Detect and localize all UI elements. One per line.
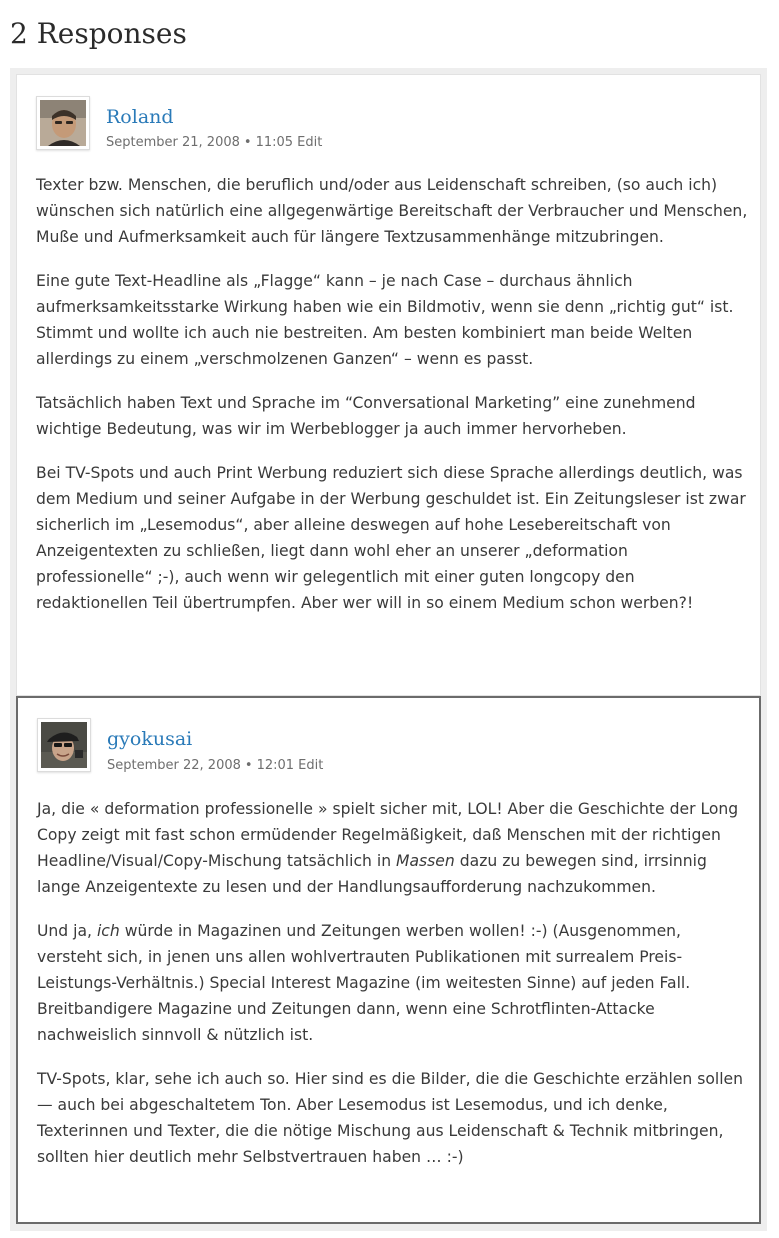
comment-paragraph: Eine gute Text-Headline als „Flagge“ kann – je nach Case – durchaus ähnlich aufmerksamkeitsstarke Wirkung haben wie ein Bildmotiv, wenn sie denn „richtig gut“ ist. Stimmt und wollte ich auch nie bestreiten. Am besten kombiniert man beide Welten allerdings zu einem „verschmolzenen Ganzen“ – wenn es passt. [36,272,734,368]
comment-meta [106,134,322,152]
comment-list [10,68,767,1231]
comment-paragraph [37,918,747,1048]
comment-paragraph: Tatsächlich haben Text und Sprache im “Conversational Marketing” eine zunehmend wichtige Bedeutung, was wir im Werbeblogger ja auch immer hervorheben. [36,394,696,438]
comment-paragraph: TV-Spots, klar, sehe ich auch so. Hier sind es die Bilder, die die Geschichte erzählen sollen — auch bei abgeschaltetem Ton. Aber Lesemodus ist Lesemodus, und ich denke, Texterinnen und Texter, die die nötige Mischung aus Leidenschaft & Technik mitbringen, sollten hier deutlich mehr Selbstvertrauen haben … :-) [37,1070,744,1166]
comment-body [36,172,748,634]
avatar-gyokusai[interactable] [37,718,91,772]
comment-paragraph: Texter bzw. Menschen, die beruflich und/oder aus Leidenschaft schreiben, (so auch ich) wünschen sich natürlich eine allgegenwärtige Bereitschaft der Verbraucher und Menschen, Muße und Aufmerksamkeit auch für längere Textzusammenhänge mitzubringen. [36,176,748,246]
comment-gyokusai [16,696,761,1224]
comment-meta [107,757,323,775]
comment-date[interactable]: September 22, 2008 [107,758,241,773]
comment-time[interactable]: 12:01 [256,758,295,773]
edit-link[interactable]: Edit [298,758,324,773]
text-run: dazu zu bewegen sind, irrsinnig lange Anzeigentexte zu lesen und der Handlungsaufforderung nachzukommen. [37,852,707,896]
avatar-photo-icon [40,100,86,146]
author-link-roland[interactable]: Roland [106,106,174,128]
text-run: Ja, die « deformation professionelle » spielt sicher mit, LOL! Aber die Geschichte der Long Copy zeigt mit fast schon ermüdender Regelmäßigkeit, daß Menschen mit der richtigen Headline/Visual/Copy-Mischung tatsächlich in [37,800,739,870]
avatar-roland[interactable] [36,96,90,150]
text-run: Und ja, [37,922,97,940]
avatar-photo-icon [41,722,87,768]
comment-body [37,796,747,1188]
comment-paragraph [37,796,747,900]
author-link-gyokusai[interactable]: gyokusai [107,728,193,750]
comment-roland [16,74,761,696]
emphasis-text: Massen [396,852,455,870]
comments-heading: 2 Responses [10,17,187,50]
comment-time[interactable]: 11:05 [255,135,294,150]
comment-paragraph: Bei TV-Spots und auch Print Werbung reduziert sich diese Sprache allerdings deutlich, was dem Medium und seiner Aufgabe in der Werbung geschuldet ist. Ein Zeitungsleser ist zwar sicherlich im „Lesemodus“, aber alleine deswegen auf hohe Lesebereitschaft von Anzeigentexten zu schließen, liegt dann wohl eher an unserer „deformation professionelle“ ;-), auch wenn wir gelegentlich mit einer guten longcopy den redaktionellen Teil übertrumpfen. Aber wer will in so einem Medium schon werben?! [36,464,746,612]
meta-separator: • [243,135,252,150]
comment-date[interactable]: September 21, 2008 [106,135,240,150]
text-run: würde in Magazinen und Zeitungen werben wollen! :-) (Ausgenommen, versteht sich, in jenen uns allen wohlvertrauten Publikationen mit surrealem Preis-Leistungs-Verhältnis.) Special Interest Magazine (im weitesten Sinne) auf jeden Fall. Breitbandigere Magazine und Zeitungen dann, wenn eine Schrotflinten-Attacke nachweislich sinnvoll & nützlich ist. [37,922,691,1044]
meta-separator: • [244,758,253,773]
edit-link[interactable]: Edit [297,135,323,150]
emphasis-text: ich [96,922,120,940]
